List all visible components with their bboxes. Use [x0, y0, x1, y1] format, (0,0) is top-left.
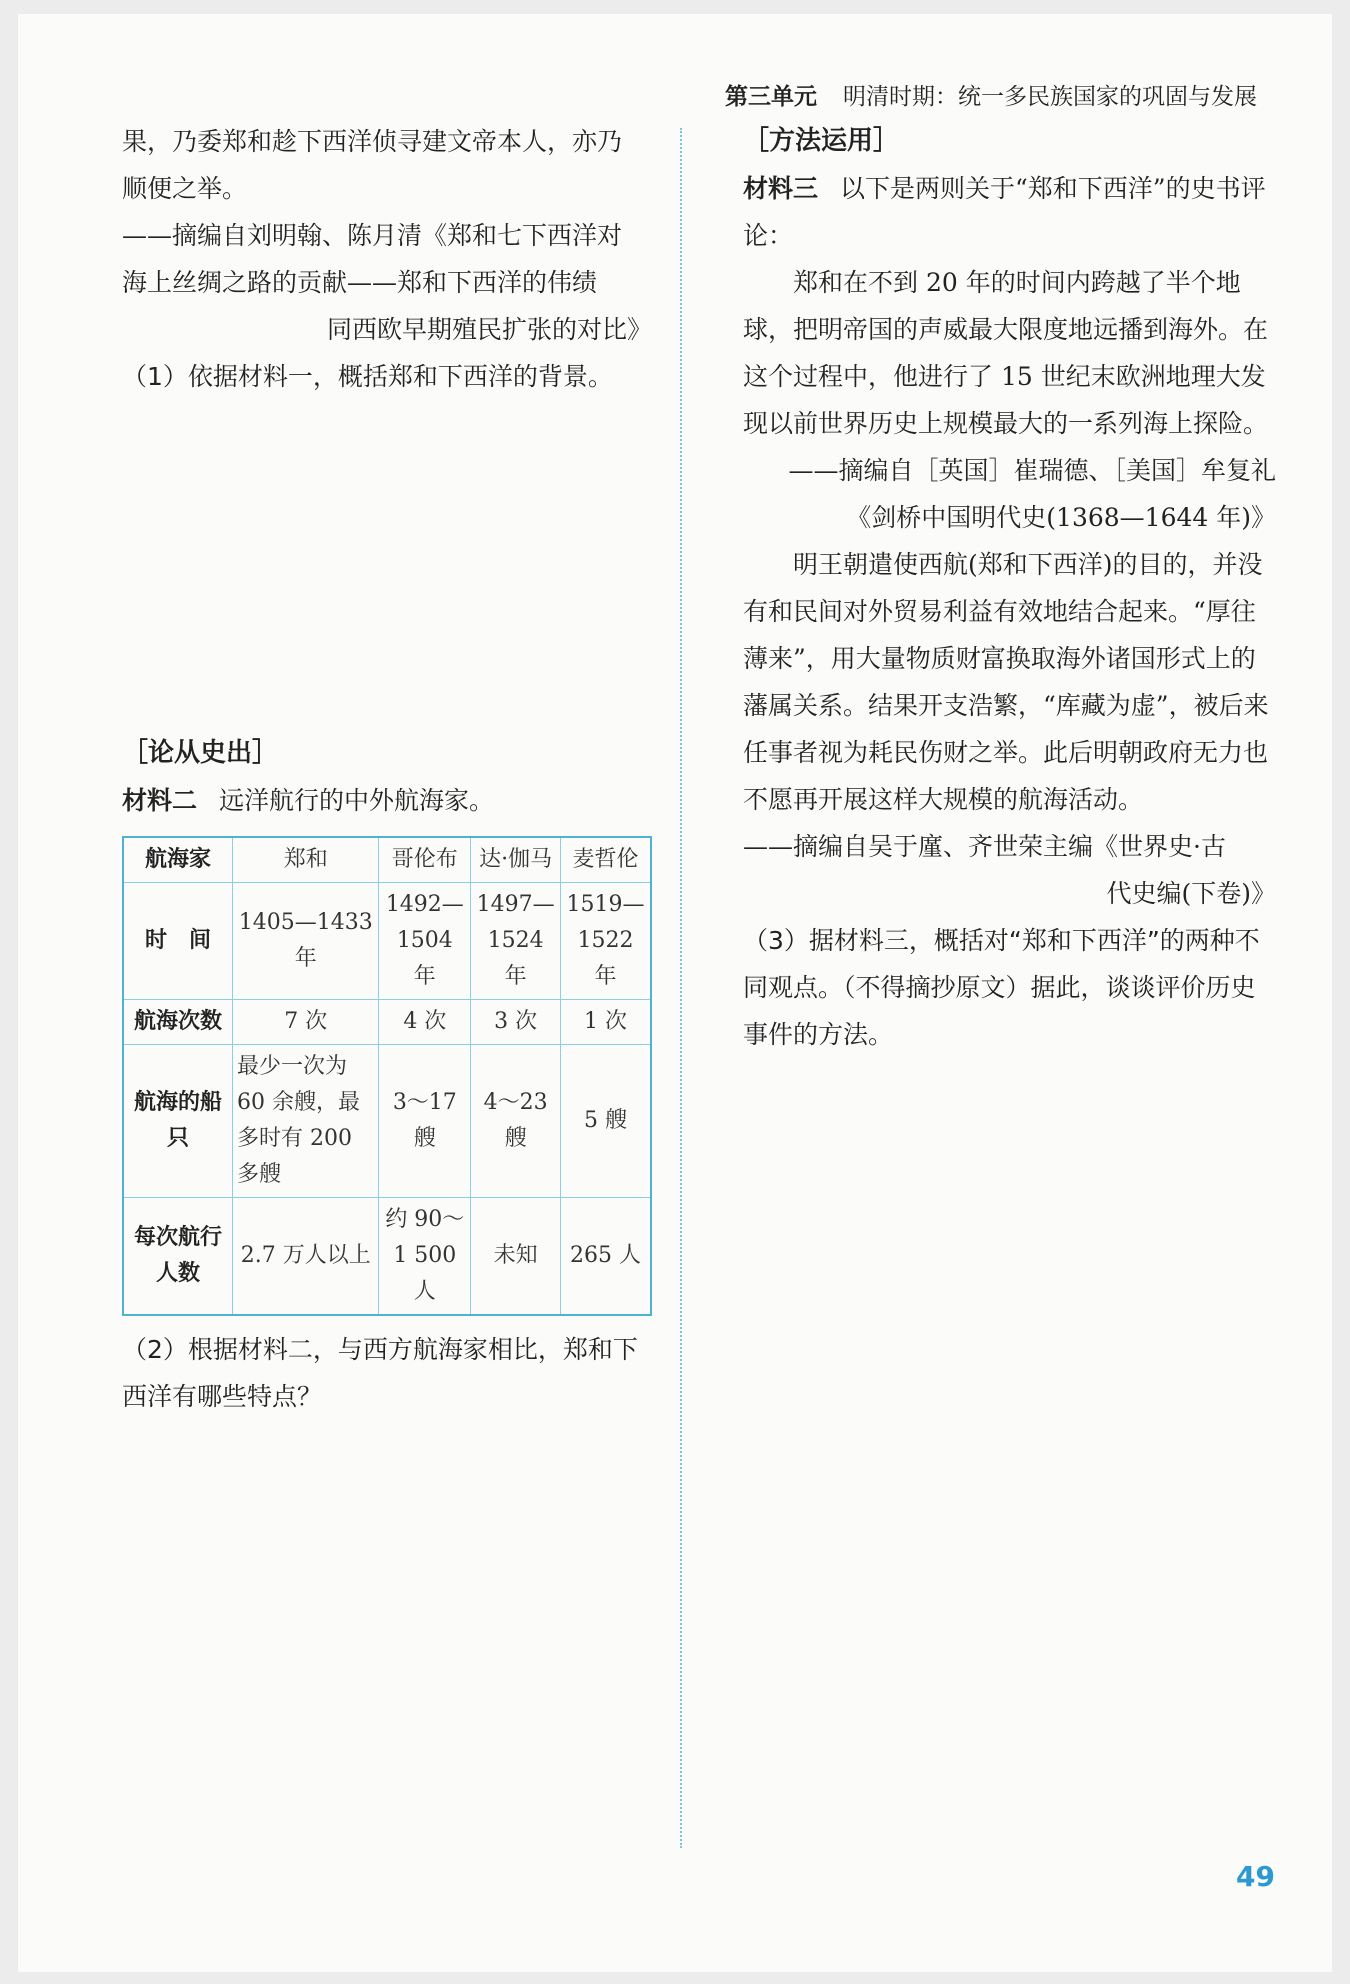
- table-row: [123, 1045, 651, 1198]
- source-citation: 代史编(下卷)》: [1106, 879, 1276, 908]
- table-cell: 2.7 万人以上: [233, 1198, 379, 1316]
- material-label: 材料三: [743, 174, 819, 203]
- source-citation: ——摘编自刘明翰、陈月清《郑和七下西洋对: [122, 221, 623, 250]
- table-header-cell: 郑和: [233, 837, 379, 883]
- table-cell: 1405—1433 年: [233, 883, 379, 1000]
- table-cell: 1492—1504 年: [379, 883, 471, 1000]
- source-citation: ——摘编自［英国］崔瑞德、［美国］牟复礼: [788, 456, 1276, 485]
- table-row: [123, 1198, 651, 1316]
- unit-title: 明清时期：统一多民族国家的巩固与发展: [843, 84, 1257, 110]
- question-2: （2）根据材料二，与西方航海家相比，郑和下西洋有哪些特点？: [122, 1335, 638, 1411]
- source-citation: 《剑桥中国明代史(1368—1644 年)》: [846, 503, 1276, 532]
- table-header-cell: 哥伦布: [379, 837, 471, 883]
- material-text: 远洋航行的中外航海家。: [219, 786, 495, 815]
- question-1: （1）依据材料一，概括郑和下西洋的背景。: [122, 362, 613, 391]
- table-cell: 未知: [471, 1198, 561, 1316]
- table-cell: 1519—1522 年: [561, 883, 651, 1000]
- column-divider: [680, 128, 682, 1848]
- navigators-table: [122, 836, 652, 1316]
- left-column: [122, 118, 652, 1420]
- table-header-cell: 达·伽马: [471, 837, 561, 883]
- table-cell: 1497—1524 年: [471, 883, 561, 1000]
- section-title: ［方法运用］: [743, 126, 900, 156]
- row-label: 每次航行人数: [123, 1198, 233, 1316]
- table-row: [123, 1000, 651, 1045]
- table-cell: 265 人: [561, 1198, 651, 1316]
- table-header-cell: 麦哲伦: [561, 837, 651, 883]
- row-label: 时 间: [123, 883, 233, 1000]
- table-cell: 3 次: [471, 1000, 561, 1045]
- question-3: （3）据材料三，概括对“郑和下西洋”的两种不同观点。（不得摘抄原文）据此，谈谈评价历史事件的方法。: [743, 926, 1260, 1049]
- material-paragraph: 明王朝遣使西航(郑和下西洋)的目的，并没有和民间对外贸易利益有效地结合起来。“厚往薄来”，用大量物质财富换取海外诸国形式上的藩属关系。结果开支浩繁，“库藏为虚”，被后来任事者视为耗民伤财之举。此后明朝政府无力也不愿再开展这样大规模的航海活动。: [743, 550, 1269, 814]
- right-column: [743, 118, 1276, 1058]
- table-cell: 3～17 艘: [379, 1045, 471, 1198]
- continued-text-line: 顺便之举。: [122, 174, 248, 203]
- source-citation: 海上丝绸之路的贡献——郑和下西洋的伟绩: [122, 268, 598, 297]
- source-citation: ——摘编自吴于廑、齐世荣主编《世界史·古: [743, 832, 1226, 861]
- unit-label: 第三单元: [725, 84, 817, 110]
- table-cell: 约 90～1 500 人: [379, 1198, 471, 1316]
- material-text: 以下是两则关于“郑和下西洋”的史书评论：: [743, 174, 1266, 250]
- table-cell: 4～23 艘: [471, 1045, 561, 1198]
- page-number: 49: [1236, 1860, 1275, 1893]
- table-cell: 5 艘: [561, 1045, 651, 1198]
- continued-text-line: 果，乃委郑和趁下西洋侦寻建文帝本人，亦乃: [122, 127, 623, 156]
- material-3-heading: [743, 165, 1276, 259]
- row-label: 航海次数: [123, 1000, 233, 1045]
- section-title: ［论从史出］: [122, 738, 279, 768]
- row-label: 航海的船只: [123, 1045, 233, 1198]
- material-2-heading: [122, 777, 652, 824]
- table-cell: 最少一次为 60 余艘，最多时有 200 多艘: [233, 1045, 379, 1198]
- table-cell: 7 次: [233, 1000, 379, 1045]
- table-row: [123, 883, 651, 1000]
- running-header: [725, 78, 1275, 111]
- material-paragraph: 郑和在不到 20 年的时间内跨越了半个地球，把明帝国的声威最大限度地远播到海外。在这个过程中，他进行了 15 世纪末欧洲地理大发现以前世界历史上规模最大的一系列海上探险。: [743, 268, 1269, 438]
- table-cell: 4 次: [379, 1000, 471, 1045]
- answer-space: [122, 400, 652, 730]
- table-cell: 1 次: [561, 1000, 651, 1045]
- source-citation: 同西欧早期殖民扩张的对比》: [326, 315, 652, 344]
- table-header-cell: 航海家: [123, 837, 233, 883]
- material-label: 材料二: [122, 786, 198, 815]
- table-header-row: [123, 837, 651, 883]
